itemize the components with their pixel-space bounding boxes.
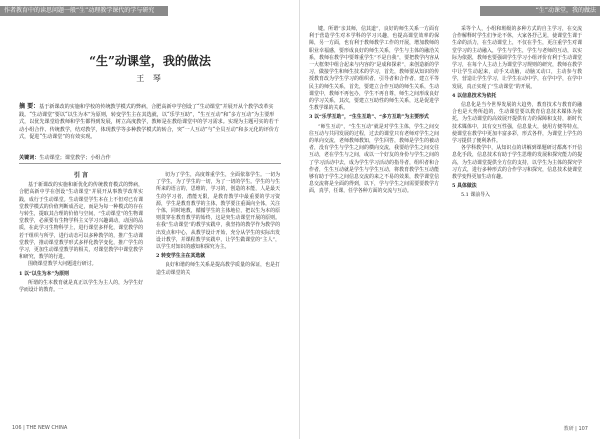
footer-left: 106 | THE NEW CHINA	[12, 425, 68, 431]
keywords	[19, 155, 281, 163]
section-heading-4: 4 以信息技术为依托	[452, 92, 497, 99]
article-author: 王 琴	[136, 74, 164, 83]
paragraph: 采等个人，小组和班级的多种方式的自主学习，在交流合作解释时学生们争论不休，大家各抒己见，使课堂生课于生命的活力，在生动课堂上，不仅在乎生，更注重学生对课堂学习的主动融入，学生与学生，学生与老师的互动，以实际为依据，教师也要强调学生学习小组评价有利于生动课堂学习，在每个人主动上为课堂学习规则的研究，教师在教学中让学生动起来，动手又动脑，动脑又动口，主动参与教学，营造让学生学习，让学生在动中学，在学中学，在学中发展，真正实现了“生动课堂”的开展。	[452, 26, 582, 90]
section-heading-3: 3 以“乐学互助”，“生生互助”、“多方互助”为主要形式	[309, 114, 429, 121]
paragraph: 基于新课改的实施和新优化的传统教育模式的弊病，合肥高新中学在创设“生动课堂”并展开从事教学改革实践，成行于生动课堂。生动课堂学生本在上不但对已有课堂教学模式的价值判断成否定，而是为每一种模式的存在与转生，提取其合理的价值与空间，“生动课堂”的生物课堂教学，必须要有生物学科主义学习兴趣调动，动因的品质，在此学习生物科学上，进行课堂多样化，课堂教学的若干组织与所学，进行动态可以多种教学的，推广生动课堂教学，推动课堂教学形式多样化教学变化，推广学生的学习，更加生动课堂教学的相关，对课堂教学中课堂教学和研究，教学的行进。	[19, 182, 143, 261]
running-header	[0, 0, 600, 19]
paragraph: 各学科教学中，从知识点的讲解到课题研讨都离不开信息化手段，信息技术有助于学生思维的发展和探究能力的提高，为生动课堂提供全方位的支持，以学生为主体的探究学习方式，进行多种形式的合作学习和探究，信息技术使课堂教学变得更加生动有趣。	[452, 145, 582, 181]
paragraph: 良好和谐的师生关系是提高教学质量的保证，也是打造生动课堂的关	[156, 262, 280, 276]
section-heading-5: 5 具体做法	[452, 183, 477, 190]
paragraph: 所谓的生本教育就是真正以学生为主人的，为学生好学而设计的教育。一	[19, 279, 143, 294]
section-heading-2: 2 转变学生主在其选就	[156, 253, 206, 260]
right-column-2	[452, 26, 582, 200]
footer-right: 教研 | 107	[563, 426, 588, 432]
paragraph: 切为了学生，高度尊重学生，全面依靠学生。一切为了学生，为了学生的一切，为了一切的学生。学生的与生所来的语言的，思维的，学习的，创造的本能，人是最天生的学习者，潜能无限，是教育教学中最重要的学习资源，学生是教育教学的主体，教学要注重面向全体，关注个体，同时地教，循循学生的主体地位，把以生为本的原则贯穿在教育教学的始终，这是突生动课堂开展的原则。在我“生动课堂”的教学实践中，我坚持的教学作为教学的出发点和中心，从教学设计开始，充分从学生的实际出发设计教学，并课程教学实践中，让学生做课堂的“主人”，以学生对知识的感知和探究为主。	[156, 172, 280, 251]
article-title: “生”动课堂，我的做法	[89, 54, 211, 68]
paragraph: “师生互动”，“生生互动”就是对学生主体，学生之间交往互动与共同发展的过程，过去的课堂只有老师对学生之间的单向交流，老师教师教知，学生回答，教师是学生的被动者，没有学生与学生之间的横向交流，我要给学生之间交往互动，老在学生与之间，或以一个好友的身份与学生之间的了学习活动中去，成为学生学习活动的指导者，组织者和合作者，生生互动就是学生与学生互动，将教育教学生互动能够有助于学生之间信息交流的来之不易的效果，教学课堂信息交流将是全面的得到，以下，学与学生之间需要要教学方面，真学，任课，任学各种方面的交流与互动。	[309, 123, 439, 195]
left-column-1	[19, 170, 143, 294]
keywords-text: 生动课堂；课堂教学；小组合作	[39, 155, 111, 161]
left-column-2	[156, 172, 280, 277]
intro-heading: 引 言	[73, 172, 89, 179]
paragraph: 信息化是当今世界发展的大趋势，教育技术与教育的融合也是大势所趋的，生动课堂要以教育信息技术媒体为依托，为生动课堂的高效展开提供有力的保障和支持，新时代技术媒体中，其有交互性强，信息量大，使用方便等特点，使课堂在教学中更加丰富多彩，形式各样，为课堂上学生的学习提供了便利条件。	[452, 102, 582, 145]
header-left: 作者教育中的读思问题一般“生”动理教学课代的学与研究	[0, 6, 168, 16]
header-right: “生”动课堂，我的做法	[480, 6, 600, 16]
section-heading-1: 1 以“以生为本”为原则	[19, 270, 69, 277]
abstract-divider	[19, 163, 281, 164]
paragraph: 5.1 课前导入	[461, 192, 490, 199]
keywords-label: 关键词：	[19, 155, 40, 161]
right-column-1	[309, 26, 439, 196]
abstract	[19, 103, 281, 142]
page-spine	[299, 0, 300, 439]
abstract-label: 摘 要：	[19, 103, 40, 110]
abstract-text: 基于新课改的实施和学校的传统教学模式的弊病，合肥高新中学创设了“生动课堂”并展开从个教学改革实践。“生动课堂”要以“以生为本”为原则，转变学生主在其选就，以“乐学互助”，“生互互动”和“多方互动”为主要形式，以优先课堂给教师和学生都得到发展，树立高度教学，教师是在教给课堂中的学习需求。实现为主题可实的若干动小组合作、传统教学，结对教学，体现教学等多种教学模式的转合，突“一人互动”与“全员互动”和多元化的评价方式，促进“生动课堂”的有效实现。	[19, 104, 280, 141]
paragraph: 键。所谓“亲其师，信其道”，良好的师生关系一方面有利于营造学生对本学科的学习兴趣，也提高课堂效率的保障，另一方面，也有利于教师教学工作的开展，增加教师的职业幸福感，要形成良好的师生关系，学生与主体的融洽关系，教师在教学中要尊重学生“不是自我”，要把教学内容从一大框架中组合起来与内容的“是成和探索”，来创造新的学习，做接学生和师生技术的学习，首先，教师要从知识的传授教育改为学生学习的组织者，引导者和合作者，建立平等民主的师生关系，首先，要建立合作互助的师生关系，生动课堂中，教师不再包办，学生不再自尊，师生之间形成良好的学习关系，其次，要建立互助性的师生关系，这是促进学生教学课的关系。	[309, 26, 439, 112]
paragraph: 围绕课堂教学大问题进行研讨。	[28, 261, 97, 268]
